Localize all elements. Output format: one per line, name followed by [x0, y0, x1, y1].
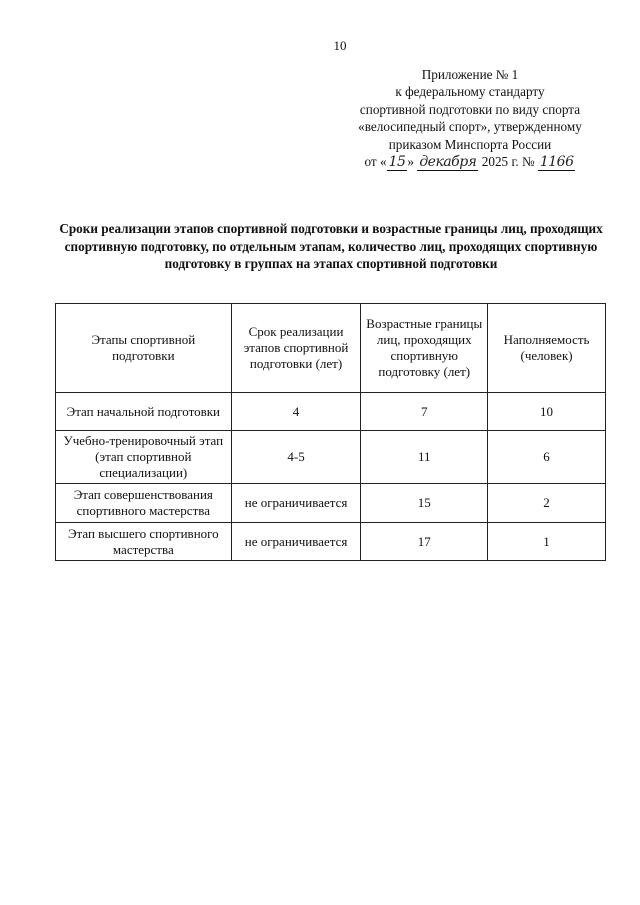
appendix-line-2: к федеральному стандарту [395, 84, 545, 100]
header-duration: Срок реализации этапов спортивной подготовки (лет) [231, 304, 361, 393]
cell-age: 15 [361, 484, 488, 523]
cell-group-size: 2 [488, 484, 606, 523]
header-stages: Этапы спортивной подготовки [56, 304, 232, 393]
cell-age: 7 [361, 393, 488, 431]
appendix-header [330, 66, 610, 171]
table-row [56, 523, 606, 561]
table-row [56, 484, 606, 523]
cell-stage: Этап совершенствования спортивного мастерства [56, 484, 232, 523]
date-mid: » [407, 154, 415, 170]
cell-group-size: 10 [488, 393, 606, 431]
appendix-line-5: приказом Минспорта России [388, 136, 552, 152]
cell-age: 17 [361, 523, 488, 561]
header-age-limits: Возрастные границы лиц, проходящих спортивную подготовку (лет) [361, 304, 488, 393]
cell-stage: Учебно-тренировочный этап (этап спортивной специализации) [56, 431, 232, 484]
handwritten-order-number: 1166 [539, 154, 574, 171]
year-text: 2025 г. № [481, 154, 535, 170]
appendix-line-4: «велосипедный спорт», утвержденному [358, 119, 582, 135]
table-row [56, 431, 606, 484]
cell-duration: 4 [231, 393, 361, 431]
cell-group-size: 1 [488, 523, 606, 561]
cell-duration: не ограничивается [231, 523, 361, 561]
cell-duration: не ограничивается [231, 484, 361, 523]
handwritten-day: 15 [388, 154, 406, 171]
document-title: Сроки реализации этапов спортивной подготовки и возрастные границы лиц, проходящих спортивную подготовку, по отдельным этапам, количество лиц, проходящих спортивную подготовку в группах на этапах спортивной подготовки [59, 221, 603, 271]
cell-duration: 4-5 [231, 431, 361, 484]
approval-date-line [330, 153, 610, 171]
table-row [56, 393, 606, 431]
handwritten-month: декабря [419, 154, 477, 171]
cell-group-size: 6 [488, 431, 606, 484]
table-header-row [56, 304, 606, 393]
appendix-line-3: спортивной подготовки по виду спорта [359, 101, 581, 117]
date-prefix: от « [364, 154, 387, 170]
appendix-line-1: Приложение № 1 [421, 67, 519, 82]
cell-stage: Этап высшего спортивного мастерства [56, 523, 232, 561]
page-number: 10 [333, 38, 347, 53]
cell-age: 11 [361, 431, 488, 484]
header-group-size: Наполняемость (человек) [488, 304, 606, 393]
stages-table [55, 303, 606, 561]
cell-stage: Этап начальной подготовки [56, 393, 232, 431]
